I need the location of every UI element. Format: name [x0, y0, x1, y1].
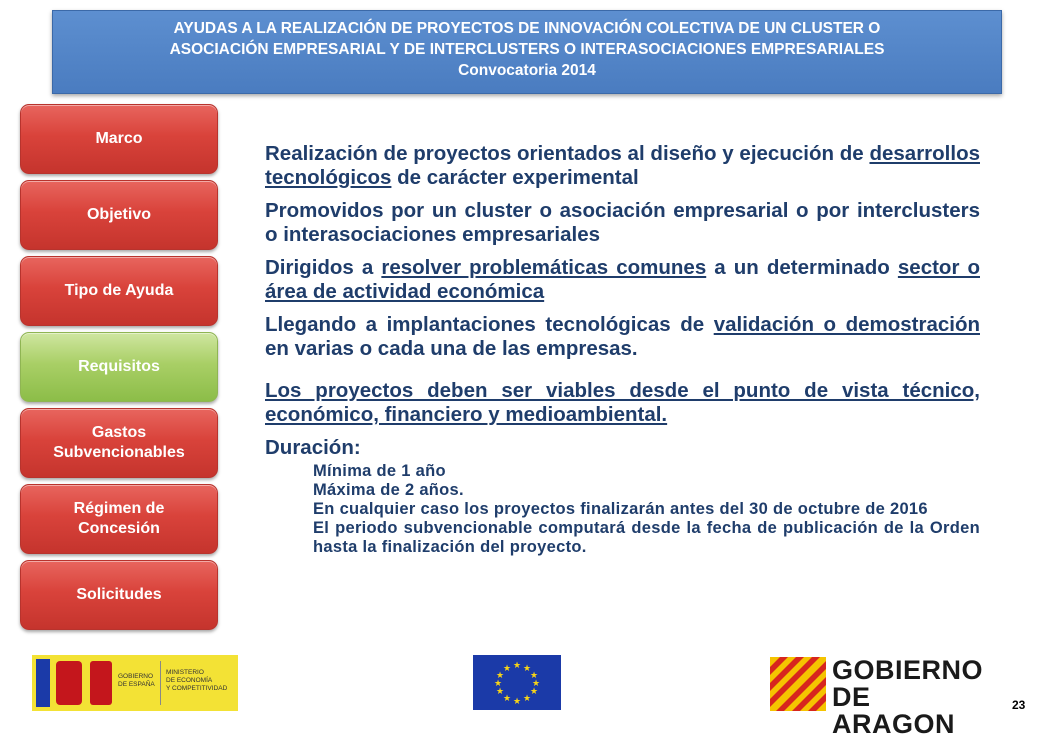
nav-label: Solicitudes: [76, 586, 162, 603]
svg-text:★: ★: [495, 671, 505, 681]
nav-label: Tipo de Ayuda: [64, 282, 174, 299]
svg-text:★: ★: [495, 687, 505, 697]
nav-label: Marco: [95, 130, 143, 147]
nav-label-line-2: Concesión: [78, 520, 160, 537]
text: a un determinado: [706, 256, 898, 279]
requirements-content: [265, 142, 980, 557]
underlined-text: sector o área de actividad económica: [265, 256, 980, 303]
text: Realización de proyectos orientados al diseño y ejecución de: [265, 142, 870, 165]
svg-text:★: ★: [512, 661, 522, 671]
paragraph-viability: Los proyectos deben ser viables desde el punto de vista técnico, económico, financiero y medioambiental.: [265, 379, 980, 426]
nav-regimen-de-concesion-button[interactable]: [20, 484, 218, 554]
text: DE ECONOMÍA: [166, 677, 213, 684]
spain-government-logo: [32, 655, 238, 711]
nav-label: Objetivo: [86, 206, 151, 223]
title-line-3: Convocatoria 2014: [458, 62, 596, 79]
nav-label-line-1: Gastos: [91, 424, 147, 441]
text: GOBIERNO: [118, 673, 154, 680]
nav-objetivo-button[interactable]: [20, 180, 218, 250]
svg-text:★: ★: [522, 664, 532, 674]
nav-label: Requisitos: [78, 358, 160, 375]
svg-text:★: ★: [529, 687, 539, 697]
spain-gov-text: [118, 673, 155, 689]
svg-text:★: ★: [493, 679, 503, 689]
aragon-stripes-icon: [770, 657, 826, 711]
underlined-text: validación o demostración: [713, 313, 980, 336]
paragraph-development: [265, 142, 980, 190]
text: en varias o cada una de las empresas.: [265, 337, 638, 360]
text: Y COMPETITIVIDAD: [166, 685, 228, 692]
nav-tipo-de-ayuda-button[interactable]: [20, 256, 218, 326]
svg-text:★: ★: [502, 664, 512, 674]
nav-label-line-2: Subvencionables: [53, 444, 185, 461]
nav-marco-button[interactable]: [20, 104, 218, 174]
duration-item: Mínima de 1 año: [313, 462, 446, 480]
underlined-text: resolver problemáticas comunes: [381, 256, 707, 279]
svg-text:★: ★: [512, 697, 522, 707]
paragraph-implementation: [265, 313, 980, 361]
nav-solicitudes-button[interactable]: [20, 560, 218, 630]
text: de carácter experimental: [391, 166, 639, 189]
text: Llegando a implantaciones tecnológicas de: [265, 313, 714, 336]
eu-flag-icon: [473, 655, 561, 710]
coat-of-arms-shield-icon: [90, 661, 112, 705]
title-line-2: ASOCIACIÓN EMPRESARIAL Y DE INTERCLUSTERS O INTERASOCIACIONES EMPRESARIALES: [169, 41, 885, 58]
nav-gastos-subvencionables-button[interactable]: [20, 408, 218, 478]
underlined-text: desarrollos tecnológicos: [265, 142, 980, 189]
duration-heading: Duración:: [265, 436, 361, 459]
text: Dirigidos a: [265, 256, 382, 279]
divider: [160, 661, 161, 705]
title-banner: [52, 10, 1002, 94]
eu-stripe-icon: [36, 659, 50, 707]
duration-item: En cualquier caso los proyectos finalizarán antes del 30 de octubre de 2016: [313, 500, 928, 518]
svg-text:★: ★: [529, 671, 539, 681]
nav-requisitos-button[interactable]: [20, 332, 218, 402]
title-line-1: AYUDAS A LA REALIZACIÓN DE PROYECTOS DE INNOVACIÓN COLECTIVA DE UN CLUSTER O: [173, 20, 881, 37]
text: GOBIERNO: [832, 655, 984, 685]
svg-text:★: ★: [502, 694, 512, 704]
nav-label-line-1: Régimen de: [73, 500, 165, 517]
text: MINISTERIO: [166, 669, 204, 676]
duration-item: Máxima de 2 años.: [313, 481, 464, 499]
aragon-text: [832, 657, 1000, 738]
gobierno-de-aragon-logo: [770, 655, 1000, 739]
paragraph-aimed: [265, 256, 980, 304]
coat-of-arms-icon: [56, 661, 82, 705]
svg-text:★: ★: [531, 679, 541, 689]
svg-text:★: ★: [522, 694, 532, 704]
text: DE ARAGON: [832, 682, 955, 739]
duration-item: El periodo subvencionable computará desde la fecha de publicación de la Orden hasta la finalización del proyecto.: [313, 519, 980, 556]
ministry-text: [166, 669, 227, 693]
paragraph-promoters: Promovidos por un cluster o asociación empresarial o por interclusters o interasociaciones empresariales: [265, 199, 980, 246]
text: DE ESPAÑA: [118, 681, 155, 688]
page-number: 23: [1012, 698, 1026, 712]
